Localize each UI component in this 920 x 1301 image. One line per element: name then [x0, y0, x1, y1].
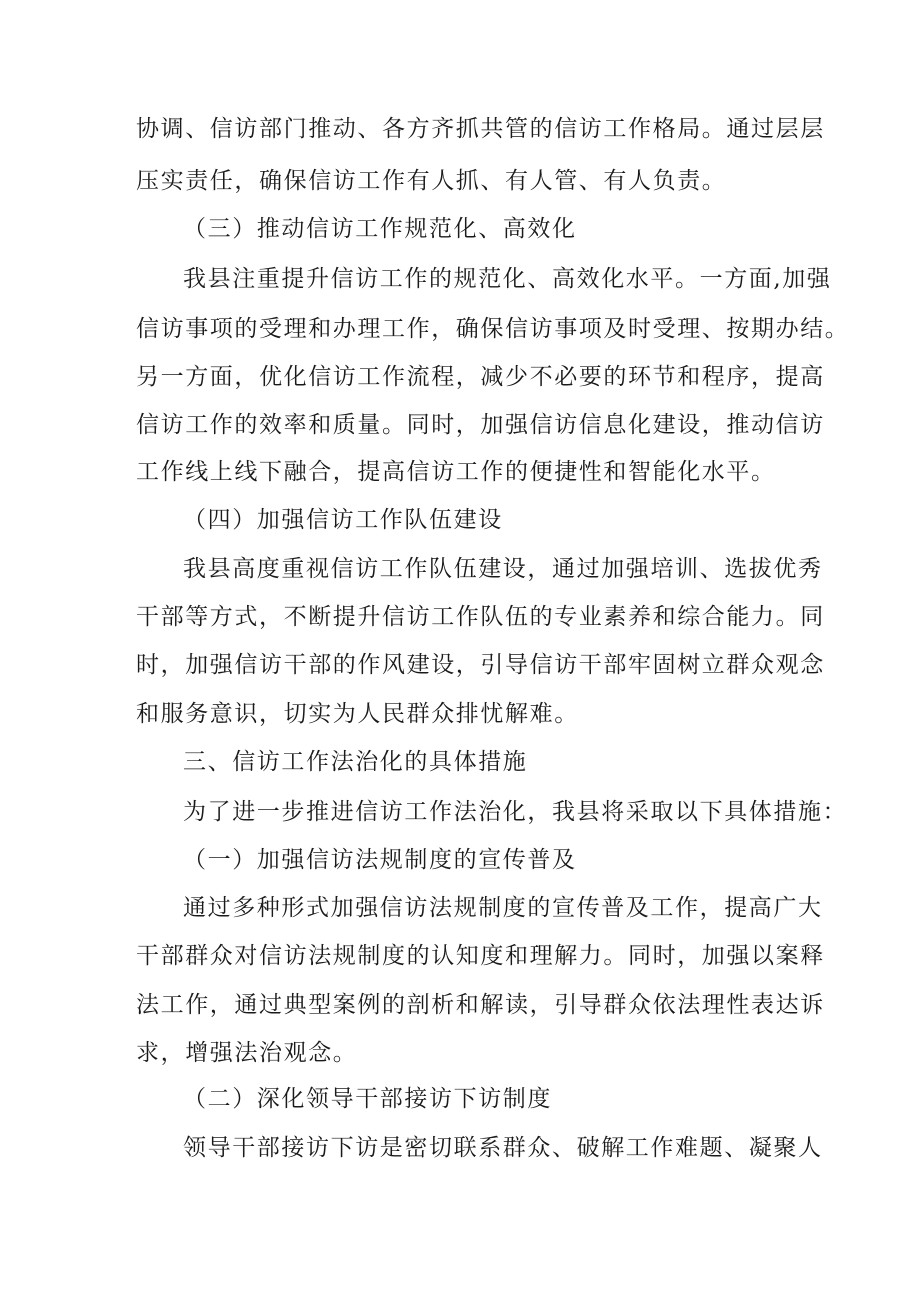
paragraph-line: 另一方面，优化信访工作流程，减少不必要的环节和程序，提高	[136, 364, 825, 390]
section-heading: 三、信访工作法治化的具体措施	[183, 749, 528, 775]
section-subheading: （一）加强信访法规制度的宣传普及	[183, 847, 577, 873]
paragraph-line: 法工作，通过典型案例的剖析和解读，引导群众依法理性表达诉	[136, 992, 825, 1018]
paragraph-line: 信访事项的受理和办理工作，确保信访事项及时受理、按期办结。	[136, 316, 850, 342]
paragraph-line: 求，增强法治观念。	[136, 1040, 358, 1066]
paragraph-line: 干部群众对信访法规制度的认知度和理解力。同时，加强以案释	[136, 943, 825, 969]
paragraph-line: 压实责任，确保信访工作有人抓、有人管、有人负责。	[136, 168, 727, 194]
paragraph-line: 工作线上线下融合，提高信访工作的便捷性和智能化水平。	[136, 459, 776, 485]
paragraph-line: 信访工作的效率和质量。同时，加强信访信息化建设，推动信访	[136, 412, 825, 438]
paragraph-line: 协调、信访部门推动、各方齐抓共管的信访工作格局。通过层层	[136, 116, 825, 142]
paragraph-line: 干部等方式，不断提升信访工作队伍的专业素养和综合能力。同	[136, 604, 825, 630]
section-subheading: （三）推动信访工作规范化、高效化	[183, 216, 577, 242]
paragraph-line: 我县注重提升信访工作的规范化、高效化水平。一方面,加强	[183, 266, 832, 292]
paragraph-line: 领导干部接访下访是密切联系群众、破解工作难题、凝聚人	[183, 1135, 823, 1161]
paragraph-line: 为了进一步推进信访工作法治化，我县将采取以下具体措施：	[183, 799, 848, 825]
paragraph-line: 通过多种形式加强信访法规制度的宣传普及工作，提高广大	[183, 895, 823, 921]
paragraph-line: 时，加强信访干部的作风建设，引导信访干部牢固树立群众观念	[136, 652, 825, 678]
section-subheading: （四）加强信访工作队伍建设	[183, 507, 503, 533]
paragraph-line: 和服务意识，切实为人民群众排忧解难。	[136, 701, 579, 727]
section-subheading: （二）深化领导干部接访下访制度	[183, 1086, 552, 1112]
paragraph-line: 我县高度重视信访工作队伍建设，通过加强培训、选拔优秀	[183, 556, 823, 582]
